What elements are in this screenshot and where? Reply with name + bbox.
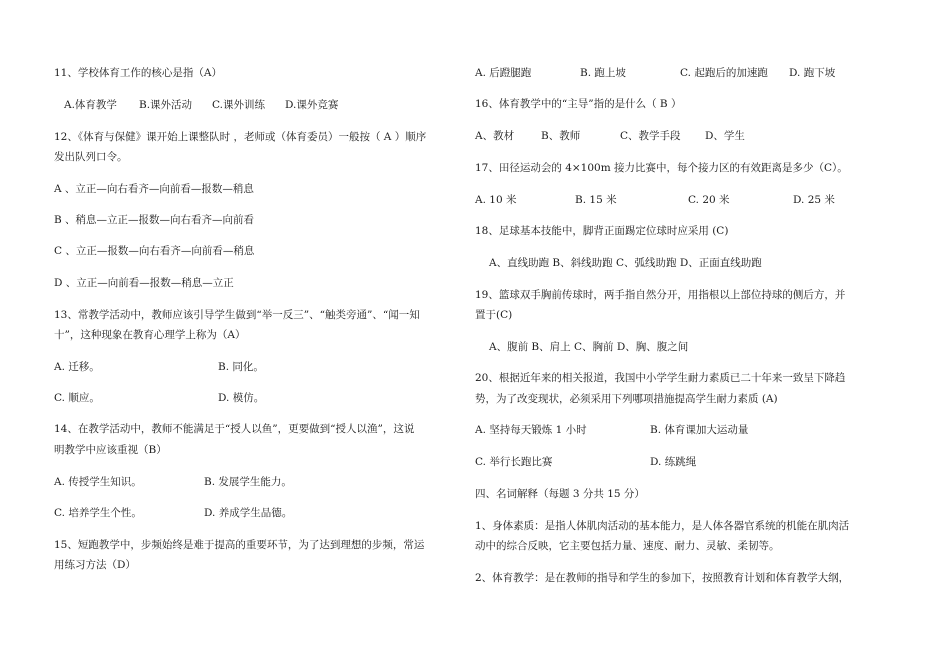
q14-option-c: C. 培养学生个性。 xyxy=(54,507,142,519)
q12-option-c: C 、立正—报数—向右看齐—向前看—稍息 xyxy=(54,245,255,257)
q13-option-d: D. 模仿。 xyxy=(218,392,265,404)
q18-options: A、直线助跑 B、斜线助跑 C、弧线助跑 D、正面直线助跑 xyxy=(489,257,762,269)
q11-option-d: D.课外竞赛 xyxy=(285,99,339,111)
q12-stem-line1: 12、《体育与保健》课开始上课整队时 ，老师或（体育委员）一般按（ A ）顺序 xyxy=(54,131,427,143)
q13-stem-line2: 十”，这种现象在教育心理学上称为（A） xyxy=(54,329,246,341)
q14-stem-line1: 14、在教学活动中，教师不能满足于“授人以鱼”，更要做到“授人以渔”，这说 xyxy=(54,423,415,435)
q13-stem-line1: 13、常教学活动中，教师应该引导学生做到“举一反三”、“触类旁通”、“闻一知 xyxy=(54,309,420,321)
q12-stem-line2: 发出队列口令。 xyxy=(54,151,128,163)
q11-stem: 11、学校体育工作的核心是指（A） xyxy=(54,67,222,79)
q20-option-b: B. 体育课加大运动量 xyxy=(650,424,749,436)
q15-option-d: D. 跑下坡 xyxy=(789,67,836,79)
q18-stem: 18、足球基本技能中，脚背正面踢定位球时应采用 (C) xyxy=(475,225,729,237)
q16-option-b: B、教师 xyxy=(541,130,581,142)
q16-option-d: D、学生 xyxy=(705,130,745,142)
q20-option-a: A. 坚持每天锻炼 1 小时 xyxy=(475,424,587,436)
section4-item2-line1: 2、体育教学：是在教师的指导和学生的参加下，按照教育计划和体育教学大纲， xyxy=(475,572,850,584)
q15-option-a: A. 后蹬腿跑 xyxy=(475,67,532,79)
q13-option-c: C. 顺应。 xyxy=(54,392,100,404)
q15-stem-line1: 15、短跑教学中，步频始终是难于提高的重要环节，为了达到理想的步频，常运 xyxy=(54,539,425,551)
q16-option-a: A、教材 xyxy=(475,130,515,142)
section4-item1-line2: 动中的综合反映，它主要包括力量、速度、耐力、灵敏、柔韧等。 xyxy=(475,540,780,552)
q19-stem-line2: 置于(C) xyxy=(475,309,513,321)
q20-stem-line1: 20、根据近年来的相关报道，我国中小学学生耐力素质已二十年来一致呈下降趋 xyxy=(475,372,846,384)
q17-option-b: B. 15 米 xyxy=(575,194,617,206)
q12-option-b: B 、稍息—立正—报数—向右看齐—向前看 xyxy=(54,214,255,226)
q15-option-b: B. 跑上坡 xyxy=(580,67,626,79)
q17-option-a: A. 10 米 xyxy=(475,194,517,206)
q12-option-a: A 、立正—向右看齐—向前看—报数—稍息 xyxy=(54,183,254,195)
section4-title: 四、名词解释（每题 3 分共 15 分） xyxy=(475,488,645,500)
q19-stem-line1: 19、篮球双手胸前传球时，两手指自然分开，用指根以上部位持球的侧后方，并 xyxy=(475,289,846,301)
section4-item1-line1: 1、身体素质：是指人体肌肉活动的基本能力，是人体各器官系统的机能在肌肉活 xyxy=(475,520,850,532)
q14-option-d: D. 养成学生品德。 xyxy=(204,507,293,519)
q19-options: A、腹前 B、肩上 C、胸前 D、胸、腹之间 xyxy=(489,341,689,353)
q13-option-b: B. 同化。 xyxy=(218,361,264,373)
q17-option-d: D. 25 米 xyxy=(793,194,835,206)
q17-option-c: C. 20 米 xyxy=(688,194,730,206)
q14-stem-line2: 明教学中应该重视（B） xyxy=(54,444,167,456)
q20-option-d: D. 练跳绳 xyxy=(650,456,697,468)
q11-option-b: B.课外活动 xyxy=(139,99,193,111)
q11-option-a: A.体育教学 xyxy=(64,99,117,111)
q20-stem-line2: 势，为了改变现状，必须采用下列哪项措施提高学生耐力素质 (A) xyxy=(475,393,778,405)
q16-stem: 16、体育教学中的“主导”指的是什么（ B ） xyxy=(475,98,682,110)
q15-option-c: C. 起跑后的加速跑 xyxy=(680,67,768,79)
q15-stem-line2: 用练习方法（D） xyxy=(54,559,136,571)
q11-option-c: C.课外训练 xyxy=(212,99,265,111)
q20-option-c: C. 举行长跑比赛 xyxy=(475,456,553,468)
q14-option-a: A. 传授学生知识。 xyxy=(54,476,142,488)
q12-option-d: D 、立正—向前看—报数—稍息—立正 xyxy=(54,277,234,289)
q16-option-c: C、教学手段 xyxy=(620,130,681,142)
q14-option-b: B. 发展学生能力。 xyxy=(204,476,292,488)
q17-stem: 17、田径运动会的 4×100m 接力比赛中，每个接力区的有效距离是多少（C）。 xyxy=(475,162,848,174)
q13-option-a: A. 迁移。 xyxy=(54,361,100,373)
